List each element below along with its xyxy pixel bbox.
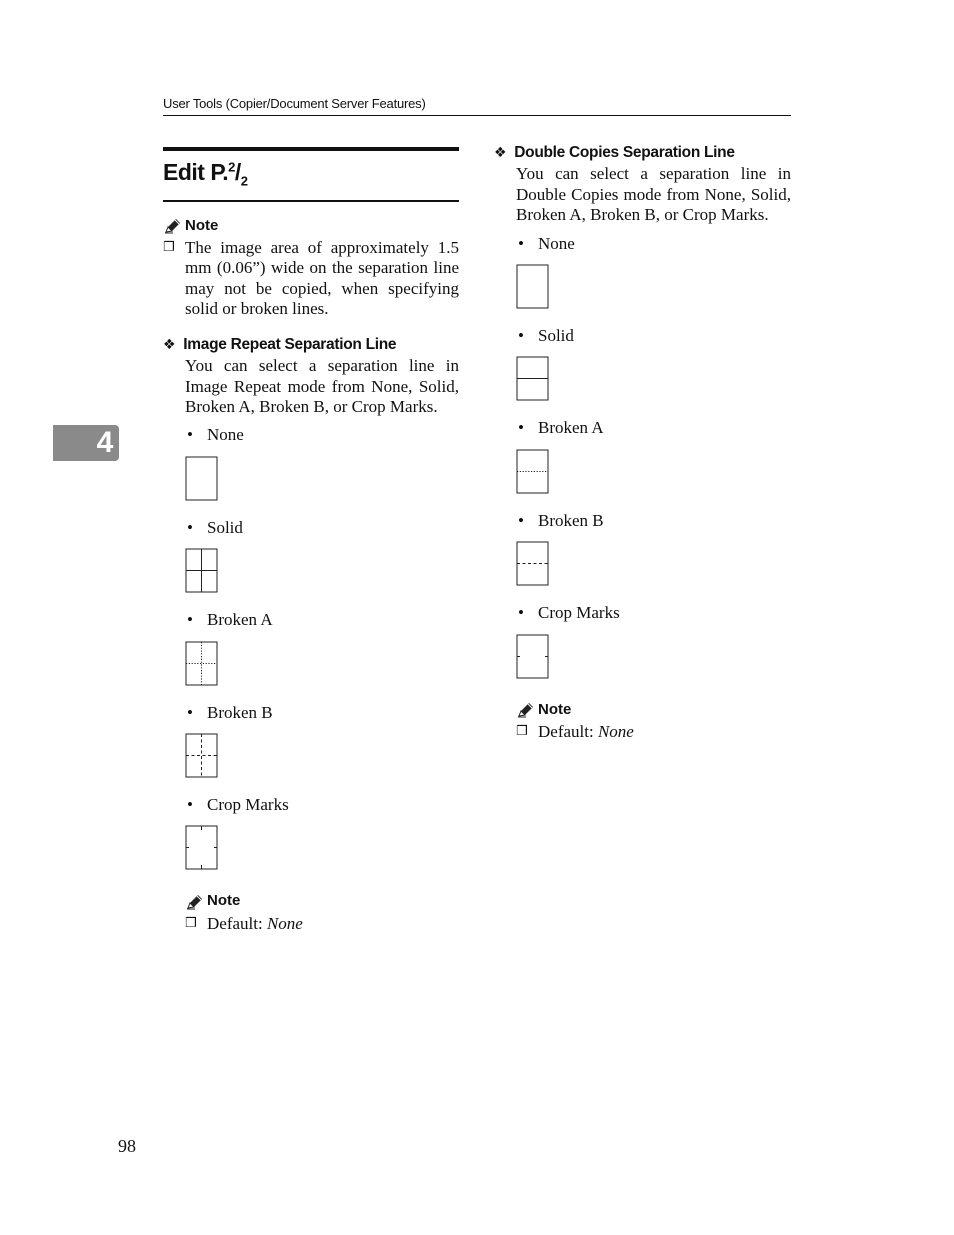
none-separation-diagram bbox=[185, 456, 219, 502]
running-head: User Tools (Copier/Document Server Features) bbox=[163, 96, 426, 111]
note-heading bbox=[163, 216, 459, 236]
page-number: 98 bbox=[118, 1136, 136, 1156]
solid-separation-diagram bbox=[516, 356, 550, 402]
option-label: None bbox=[538, 233, 575, 253]
pencil-icon bbox=[516, 702, 534, 718]
option-label: Crop Marks bbox=[207, 794, 289, 814]
option-item: • Crop Marks bbox=[518, 603, 620, 623]
left-column bbox=[163, 147, 459, 934]
title-block bbox=[163, 147, 459, 202]
default-label: Default: bbox=[207, 913, 267, 933]
section-text: You can select a separation line in Image Repeat mode from None, Solid, Broken A, Broken B, or Crop Marks. bbox=[185, 356, 459, 416]
note-heading bbox=[516, 700, 791, 720]
note-heading bbox=[185, 891, 459, 911]
solid-separation-diagram bbox=[185, 548, 219, 594]
right-column bbox=[494, 143, 791, 742]
option-item: • Broken A bbox=[518, 418, 604, 438]
option-label: Solid bbox=[538, 326, 574, 346]
default-label: Default: bbox=[538, 722, 598, 742]
broken-b-separation-diagram bbox=[185, 733, 219, 779]
option-label: Broken B bbox=[207, 702, 273, 722]
broken-a-separation-diagram bbox=[185, 641, 219, 687]
diamond-icon: ❖ bbox=[494, 145, 507, 161]
checkbox-icon: ❒ bbox=[185, 915, 197, 931]
pencil-icon bbox=[185, 894, 203, 910]
default-value: None bbox=[266, 913, 303, 933]
note-label: Note bbox=[538, 700, 572, 718]
option-item: • Solid bbox=[187, 517, 243, 537]
crop-marks-separation-diagram bbox=[185, 825, 219, 871]
option-label: Broken A bbox=[207, 610, 273, 630]
section-text: You can select a separation line in Double Copies mode from None, Solid, Broken A, Broken B, or Crop Marks. bbox=[516, 164, 791, 225]
option-item: • Broken A bbox=[187, 610, 273, 630]
broken-b-separation-diagram bbox=[516, 541, 550, 587]
option-label: Broken B bbox=[538, 510, 604, 530]
option-item: • Crop Marks bbox=[187, 794, 289, 814]
default-note bbox=[516, 722, 791, 742]
chapter-number: 4 bbox=[96, 426, 114, 459]
option-item: • Broken B bbox=[187, 702, 273, 722]
page-title bbox=[163, 158, 248, 189]
section-title: Image Repeat Separation Line bbox=[183, 335, 397, 353]
option-label: None bbox=[207, 425, 244, 445]
note-item bbox=[163, 238, 459, 320]
note-text: The image area of approximately 1.5 mm (0.06”) wide on the separation line may not be copied, when specifying solid or broken lines. bbox=[185, 238, 459, 319]
checkbox-icon: ❒ bbox=[516, 724, 528, 740]
note-label: Note bbox=[207, 892, 241, 910]
option-label: Broken A bbox=[538, 418, 604, 438]
note-label: Note bbox=[185, 216, 219, 234]
option-label: Solid bbox=[207, 517, 243, 537]
title-slash: / bbox=[234, 158, 241, 185]
checkbox-icon: ❒ bbox=[163, 240, 175, 256]
title-sub: 2 bbox=[240, 173, 248, 189]
section-heading-image-repeat bbox=[163, 335, 459, 355]
title-main: Edit P. bbox=[163, 158, 229, 185]
option-item: • None bbox=[187, 425, 244, 445]
option-label: Crop Marks bbox=[538, 603, 620, 623]
none-separation-diagram bbox=[516, 264, 550, 310]
section-heading-double-copies bbox=[494, 143, 791, 163]
default-value: None bbox=[597, 722, 634, 742]
option-item: • Solid bbox=[518, 326, 574, 346]
option-item: • None bbox=[518, 233, 575, 253]
option-item: • Broken B bbox=[518, 510, 604, 530]
chapter-tab bbox=[53, 425, 119, 461]
broken-a-separation-diagram bbox=[516, 449, 550, 495]
section-title: Double Copies Separation Line bbox=[514, 144, 735, 161]
header-rule bbox=[163, 115, 791, 116]
pencil-icon bbox=[163, 218, 181, 234]
default-note bbox=[185, 914, 459, 934]
crop-marks-separation-diagram bbox=[516, 634, 550, 680]
title-sup: 2 bbox=[228, 159, 235, 174]
diamond-icon: ❖ bbox=[163, 336, 176, 353]
